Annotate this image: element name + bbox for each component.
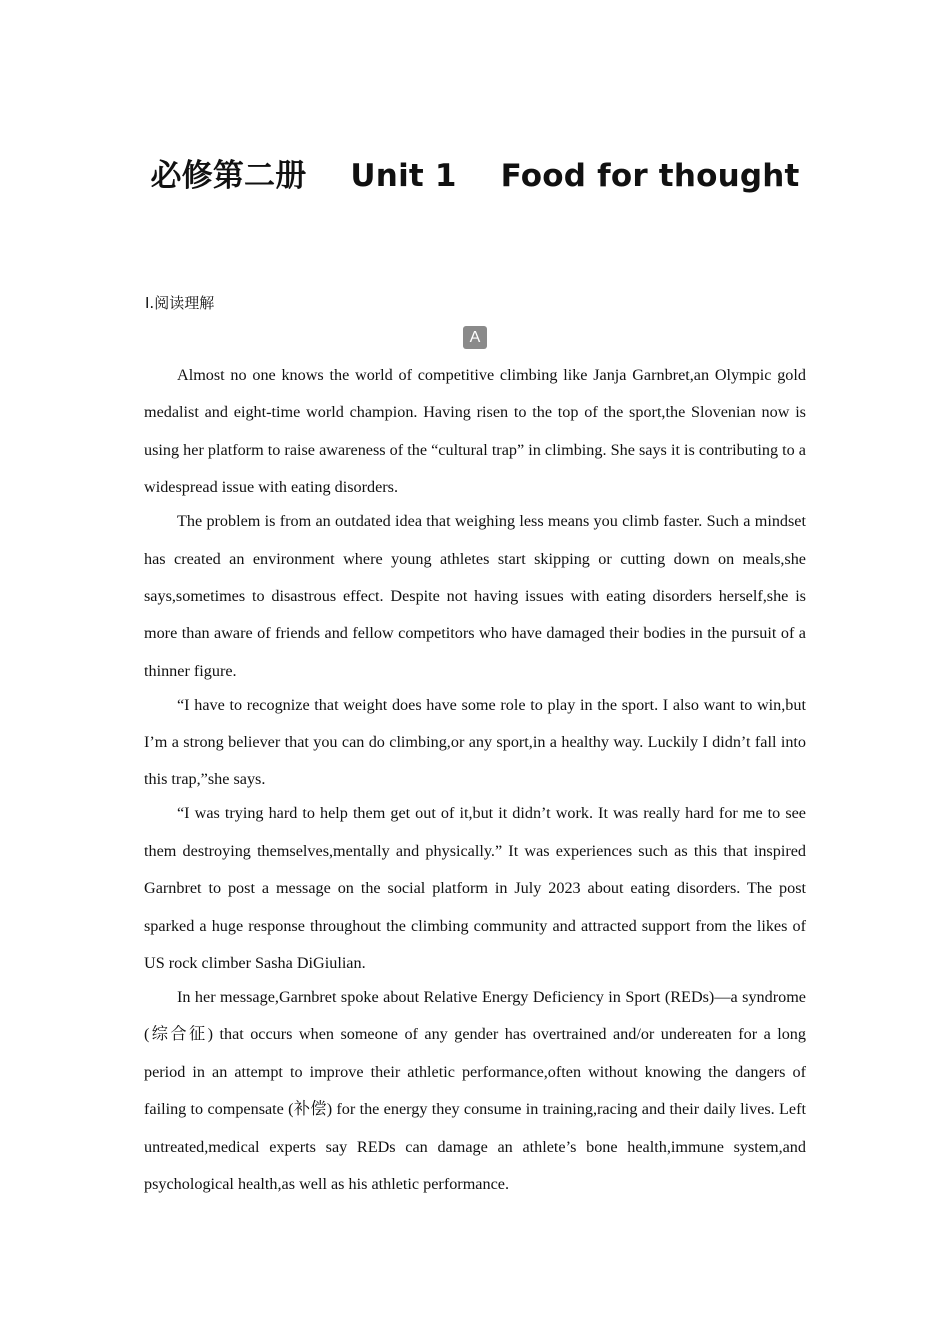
paragraph-1: Almost no one knows the world of competitive climbing like Janja Garnbret,an Olympic gold medalist and eight-time world champion. Having risen to the top of the sport,the Slovenian now is using her platform to raise awareness of the “cultural trap” in climbing. She says it is contributing to a widespread issue with eating disorders. <box>144 366 806 497</box>
section-heading: Ⅰ.阅读理解 <box>145 294 215 312</box>
page-title: 必修第二册 Unit 1 Food for thought <box>150 158 800 194</box>
reading-passage <box>144 357 806 1200</box>
paragraph-3: “I have to recognize that weight does have some role to play in the sport. I also want to win,but I’m a strong believer that you can do climbing,or any sport,in a healthy way. Luckily I didn’t fall into this trap,”she says. <box>144 695 806 789</box>
passage-label-badge: A <box>463 326 487 349</box>
paragraph-2: The problem is from an outdated idea that weighing less means you climb faster. Such a mindset has created an environment where young athletes start skipping or cutting down on meals,she says,sometimes to disastrous effect. Despite not having issues with eating disorders herself,she is more than aware of friends and fellow competitors who have damaged their bodies in the pursuit of a thinner figure. <box>144 512 806 680</box>
paragraph-5: In her message,Garnbret spoke about Relative Energy Deficiency in Sport (REDs)—a syndrome (综合征) that occurs when someone of any gender has overtrained and/or undereaten for a long period in an attempt to improve their athletic performance,often without knowing the dangers of failing to compensate (补偿) for the energy they consume in training,racing and their daily lives. Left untreated,medical experts say REDs can damage an athlete’s bone health,immune system,and psychological health,as well as his athletic performance. <box>144 987 806 1193</box>
paragraph-4: “I was trying hard to help them get out of it,but it didn’t work. It was really hard for me to see them destroying themselves,mentally and physically.” It was experiences such as this that inspired Garnbret to post a message on the social platform in July 2023 about eating disorders. The post sparked a huge response throughout the climbing community and attracted support from the likes of US rock climber Sasha DiGiulian. <box>144 804 806 972</box>
